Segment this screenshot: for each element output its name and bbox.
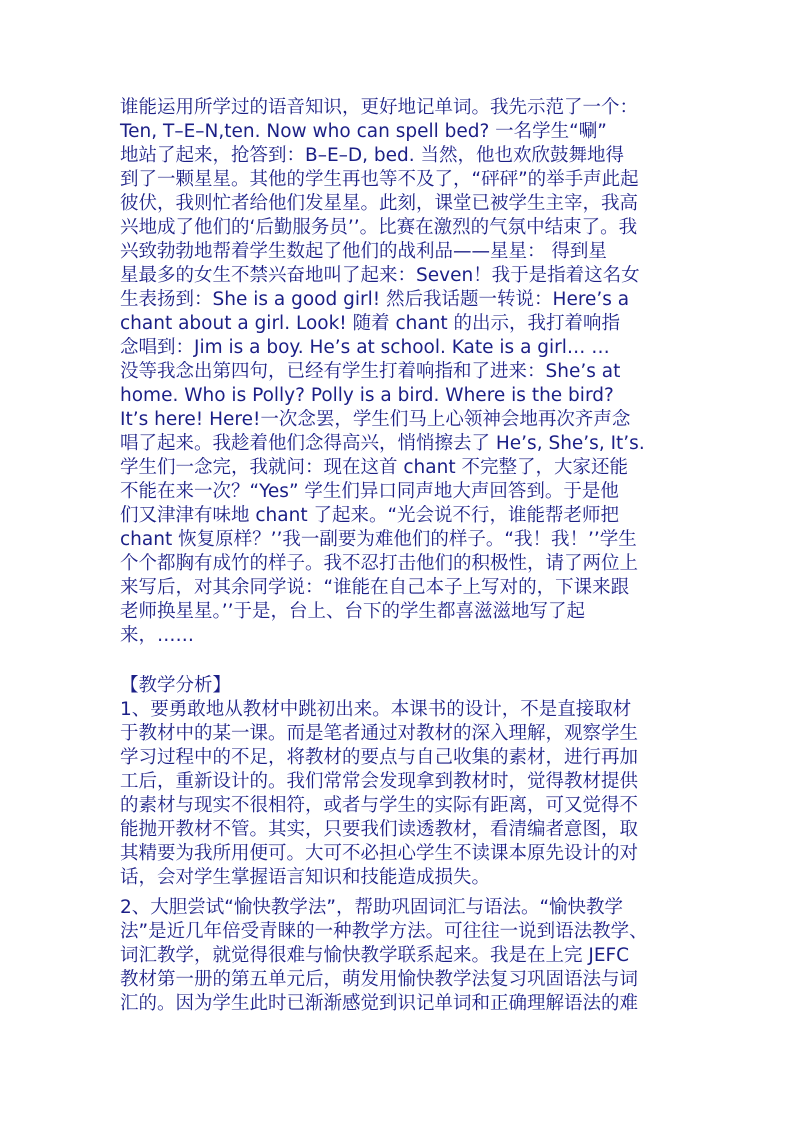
story-line: 没等我念出第四句，已经有学生打着响指和了进来：She’s at bbox=[120, 361, 621, 382]
story-line: 兴致勃勃地帮着学生数起了他们的战利品——星星： 得到星 bbox=[120, 241, 607, 262]
analysis-point2-line: 词汇教学，就觉得很难与愉快教学联系起来。我是在上完 JEFC bbox=[120, 945, 630, 966]
story-line: 谁能运用所学过的语音知识，更好地记单词。我先示范了一个： bbox=[120, 97, 639, 118]
analysis-point1-line: 1、要勇敢地从教材中跳初出来。本课书的设计，不是直接取材 bbox=[120, 699, 632, 720]
story-line: Ten, T–E–N,ten. Now who can spell bed? 一名学生“唰” bbox=[120, 121, 607, 142]
story-line: 老师换星星。’’于是，台上、台下的学生都喜滋滋地写了起 bbox=[120, 601, 586, 622]
story-line: 来，…… bbox=[120, 625, 195, 646]
story-line: 们又津津有味地 chant 了起来。“光会说不行，谁能帮老师把 bbox=[120, 505, 620, 526]
story-line: 到了一颗星星。其他的学生再也等不及了，“砰砰”的举手声此起 bbox=[120, 169, 639, 190]
story-line: 不能在来一次？“Yes” 学生们异口同声地大声回答到。于是他 bbox=[120, 481, 619, 502]
story-line: 念唱到：Jim is a boy. He’s at school. Kate is a girl… … bbox=[120, 337, 610, 358]
story-line: 唱了起来。我趁着他们念得高兴，悄悄擦去了 He’s, She’s, It’s. bbox=[120, 433, 645, 454]
analysis-point1-line: 能抛开教材不管。其实，只要我们读透教材，看清编者意图，取 bbox=[120, 819, 639, 840]
story-line: chant about a girl. Look! 随着 chant 的出示，我打着响指 bbox=[120, 313, 621, 334]
story-line: chant 恢复原样？’’我一副要为难他们的样子。“我！我！’’学生 bbox=[120, 529, 637, 550]
analysis-point1-line: 学习过程中的不足，将教材的要点与自己收集的素材，进行再加 bbox=[120, 747, 639, 768]
analysis-point2-line: 教材第一册的第五单元后，萌发用愉快教学法复习巩固语法与词 bbox=[120, 969, 639, 990]
analysis-point1-line: 其精要为我所用便可。大可不必担心学生不读课本原先设计的对 bbox=[120, 843, 639, 864]
analysis-point1-line: 于教材中的某一课。而是笔者通过对教材的深入理解，观察学生 bbox=[120, 723, 639, 744]
story-line: 生表扬到：She is a good girl! 然后我话题一转说：Here’s a bbox=[120, 289, 630, 310]
story-line: 来写后，对其余同学说：“谁能在自己本子上写对的，下课来跟 bbox=[120, 577, 630, 598]
section-heading: 【教学分析】 bbox=[120, 675, 232, 696]
story-line: It’s here! Here!一次念罢，学生们马上心领神会地再次齐声念 bbox=[120, 409, 631, 430]
analysis-point1-line: 的素材与现实不很相符，或者与学生的实际有距离，可又觉得不 bbox=[120, 795, 639, 816]
story-line: 个个都胸有成竹的样子。我不忍打击他们的积极性，请了两位上 bbox=[120, 553, 639, 574]
analysis-point2-line: 汇的。因为学生此时已渐渐感觉到识记单词和正确理解语法的难 bbox=[120, 993, 639, 1014]
analysis-point2-line: 法”是近几年倍受青睐的一种教学方法。可往往一说到语法教学、 bbox=[120, 921, 648, 942]
story-line: 地站了起来，抢答到：B–E–D, bed. 当然，他也欢欣鼓舞地得 bbox=[120, 145, 625, 166]
story-line: 学生们一念完，我就问：现在这首 chant 不完整了，大家还能 bbox=[120, 457, 628, 478]
story-line: 兴地成了他们的‘后勤服务员’’。比赛在激烈的气氛中结束了。我 bbox=[120, 217, 638, 238]
analysis-point1-line: 工后，重新设计的。我们常常会发现拿到教材时，觉得教材提供 bbox=[120, 771, 639, 792]
story-line: home. Who is Polly? Polly is a bird. Where is the bird? bbox=[120, 385, 614, 406]
story-line: 星最多的女生不禁兴奋地叫了起来：Seven！我于是指着这名女 bbox=[120, 265, 640, 286]
analysis-point1-line: 话，会对学生掌握语言知识和技能造成损失。 bbox=[120, 867, 491, 888]
story-line: 彼伏，我则忙者给他们发星星。此刻，课堂已被学生主宰，我高 bbox=[120, 193, 639, 214]
analysis-point2-line: 2、大胆尝试“愉快教学法”，帮助巩固词汇与语法。“愉快教学 bbox=[120, 897, 624, 918]
